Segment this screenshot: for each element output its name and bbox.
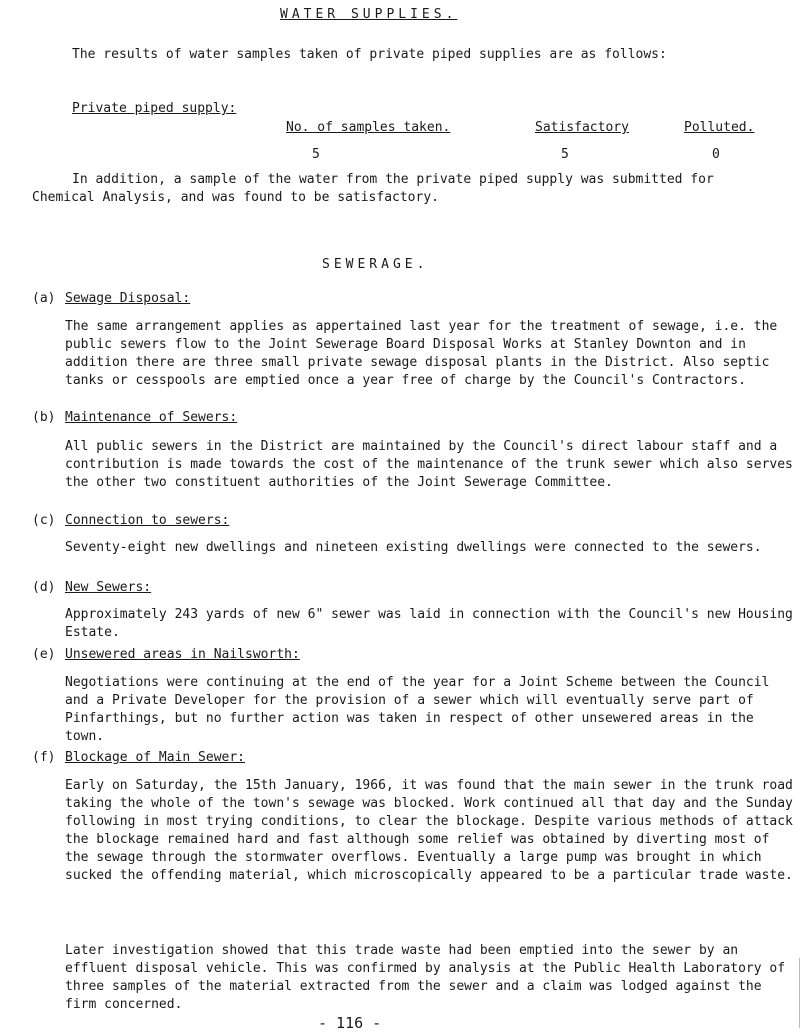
item-a-label: (a)	[32, 291, 56, 306]
water-supplies-title: WATER SUPPLIES.	[280, 7, 458, 22]
item-c-paragraph: Seventy-eight new dwellings and nineteen existing dwellings were connected to the sewers.	[65, 540, 762, 555]
item-e-label: (e)	[32, 647, 56, 662]
item-f-paragraph-1: Early on Saturday, the 15th January, 1966, it was found that the main sewer in the trunk road taking the whole of the town's sewage was blocked. Work continued all that day and the Sunday following in most trying conditions, to clear the blockage. Despite various methods of attack the blockage remained hard and fast although some relief was obtained by diverting most of the sewage through the stormwater overflows. Eventually a large pump was brought in which sucked the offending material, which microscopically appeared to be a particular trade waste.	[65, 778, 793, 883]
page-number: - 116 -	[318, 1014, 382, 1032]
item-d-heading: New Sewers:	[65, 580, 152, 595]
item-b-heading: Maintenance of Sewers:	[65, 410, 238, 425]
water-intro-paragraph: The results of water samples taken of private piped supplies are as follows:	[72, 47, 667, 62]
table-header-samples: No. of samples taken.	[286, 120, 451, 135]
item-b-label: (b)	[32, 410, 56, 425]
table-value-satisfactory: 5	[561, 147, 569, 162]
item-d-paragraph: Approximately 243 yards of new 6" sewer was laid in connection with the Council's new Housing Estate.	[65, 607, 793, 640]
table-header-polluted: Polluted.	[684, 120, 755, 135]
table-value-samples: 5	[312, 147, 320, 162]
table-value-polluted: 0	[712, 147, 720, 162]
table-header-satisfactory: Satisfactory	[535, 120, 629, 135]
item-a-paragraph: The same arrangement applies as appertained last year for the treatment of sewage, i.e. the public sewers flow to the Joint Sewerage Board Disposal Works at Stanley Downton and in addition there are three small private sewage disposal plants in the District. Also septic tanks or cesspools are emptied once a year free of charge by the Council's Contractors.	[65, 319, 778, 388]
private-supply-heading: Private piped supply:	[72, 101, 237, 116]
item-d-label: (d)	[32, 580, 56, 595]
item-b-paragraph: All public sewers in the District are maintained by the Council's direct labour staff and a contribution is made towards the cost of the maintenance of the trunk sewer which also serves the other two constituent authorities of the Joint Sewerage Committee.	[65, 439, 793, 490]
item-e-heading: Unsewered areas in Nailsworth:	[65, 647, 300, 662]
item-f-paragraph-2: Later investigation showed that this trade waste had been emptied into the sewer by an effluent disposal vehicle. This was confirmed by analysis at the Public Health Laboratory of three samples of the material extracted from the sewer and a claim was lodged against the firm concerned.	[65, 943, 786, 1012]
item-c-heading: Connection to sewers:	[65, 513, 230, 528]
item-e-paragraph: Negotiations were continuing at the end of the year for a Joint Scheme between the Council and a Private Developer for the provision of a sewer which will eventually serve part of Pinfarthings, but no further action was taken in respect of other unsewered areas in the town.	[65, 675, 770, 744]
item-f-heading: Blockage of Main Sewer:	[65, 750, 246, 765]
item-f-label: (f)	[32, 750, 56, 765]
chemical-analysis-paragraph: In addition, a sample of the water from the private piped supply was submitted for Chemical Analysis, and was found to be satisfactory.	[32, 172, 714, 205]
item-a-heading: Sewage Disposal:	[65, 291, 191, 306]
item-c-label: (c)	[32, 513, 56, 528]
sewerage-title: SEWERAGE.	[322, 257, 429, 272]
